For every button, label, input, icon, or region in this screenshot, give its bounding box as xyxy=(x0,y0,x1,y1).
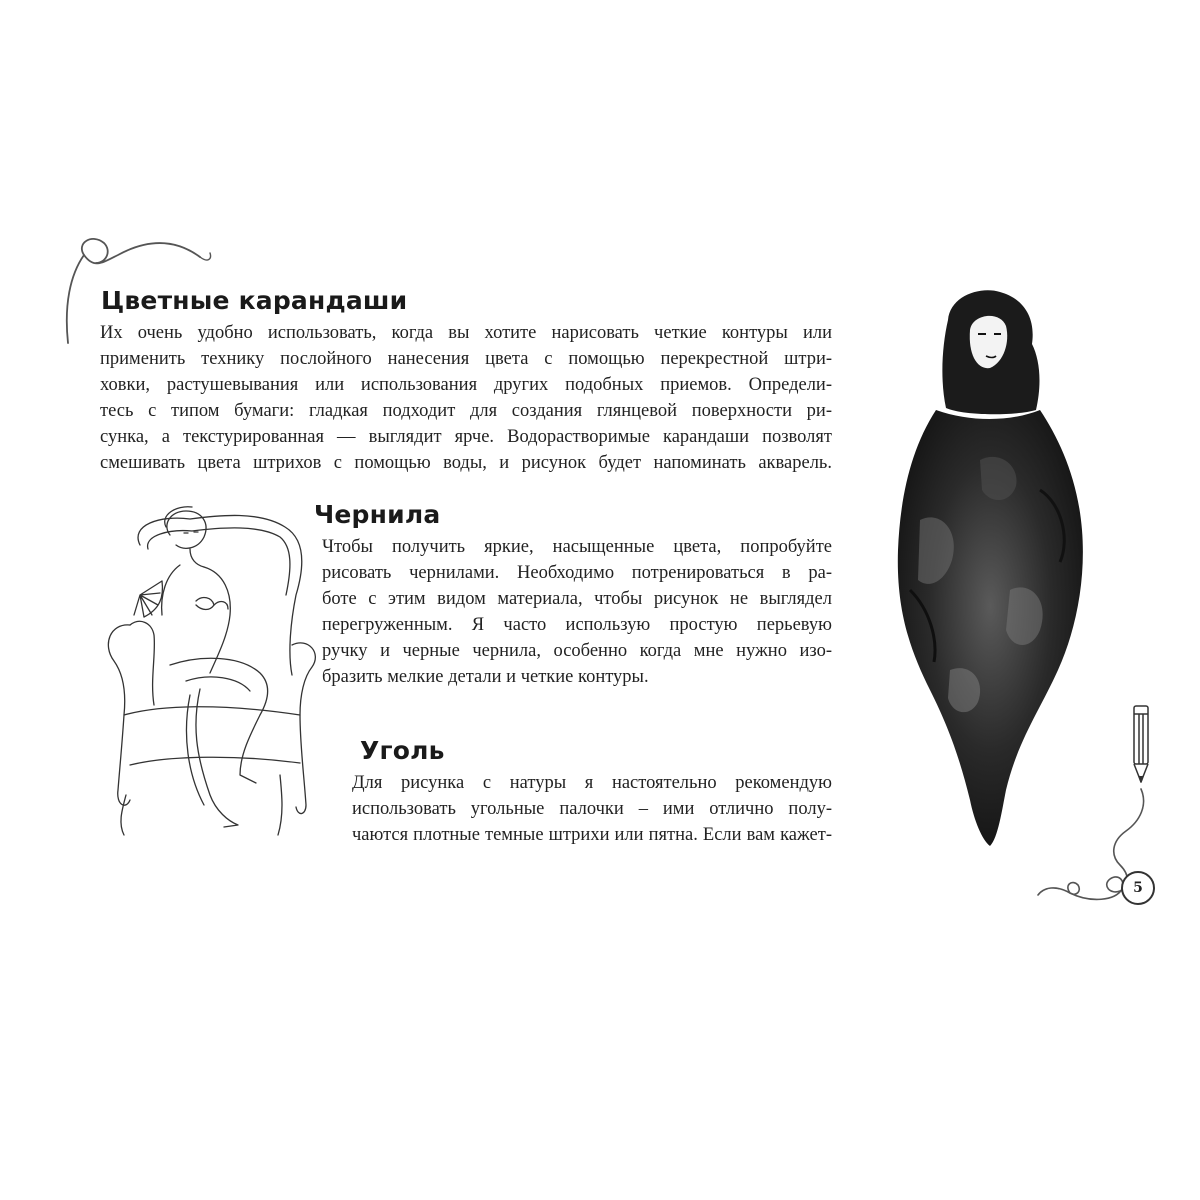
text-line: чаются плотные темные штрихи или пятна. Если вам кажет- xyxy=(352,825,832,845)
text-line: Их очень удобно использовать, когда вы хотите нарисовать четкие контуры или xyxy=(100,323,832,343)
text-line: Чтобы получить яркие, насыщенные цвета, попробуйте xyxy=(322,537,832,557)
text-line: смешивать цвета штрихов с помощью воды, и рисунок будет напоминать акварель. xyxy=(100,453,832,473)
section-text-ink xyxy=(322,534,832,690)
text-line: бразить мелкие детали и четкие контуры. xyxy=(322,667,649,687)
section-title-colored-pencils: Цветные карандаши xyxy=(101,286,408,315)
text-line: рисовать чернилами. Необходимо потренироваться в ра- xyxy=(322,563,832,583)
text-line: применить технику послойного нанесения цвета с помощью перекрестной штри- xyxy=(100,349,832,369)
text-line: ховки, растушевывания или использования других подобных приемов. Определи- xyxy=(100,375,832,395)
text-line: сунка, а текстурированная — выглядит ярче. Водорастворимые карандаши позволят xyxy=(100,427,832,447)
section-title-ink: Чернила xyxy=(314,500,441,529)
page-number: 5 xyxy=(1121,871,1155,905)
woman-in-fur-coat-ink-illustration xyxy=(890,290,1090,850)
section-text-colored-pencils xyxy=(100,320,832,476)
text-line: Для рисунка с натуры я настоятельно рекомендую xyxy=(352,773,832,793)
section-text-charcoal xyxy=(352,770,832,848)
text-line: перегруженным. Я часто использую простую перьевую xyxy=(322,615,832,635)
section-title-charcoal: Уголь xyxy=(360,736,445,765)
pencil-icon xyxy=(1120,700,1160,790)
text-line: боте с этим видом материала, чтобы рисунок не выглядел xyxy=(322,589,832,609)
text-line: ручку и черные чернила, особенно когда мне нужно изо- xyxy=(322,641,832,661)
text-line: использовать угольные палочки – ими отлично полу- xyxy=(352,799,832,819)
woman-in-armchair-sketch xyxy=(100,505,330,855)
text-line: тесь с типом бумаги: гладкая подходит для создания глянцевой поверхности ри- xyxy=(100,401,832,421)
